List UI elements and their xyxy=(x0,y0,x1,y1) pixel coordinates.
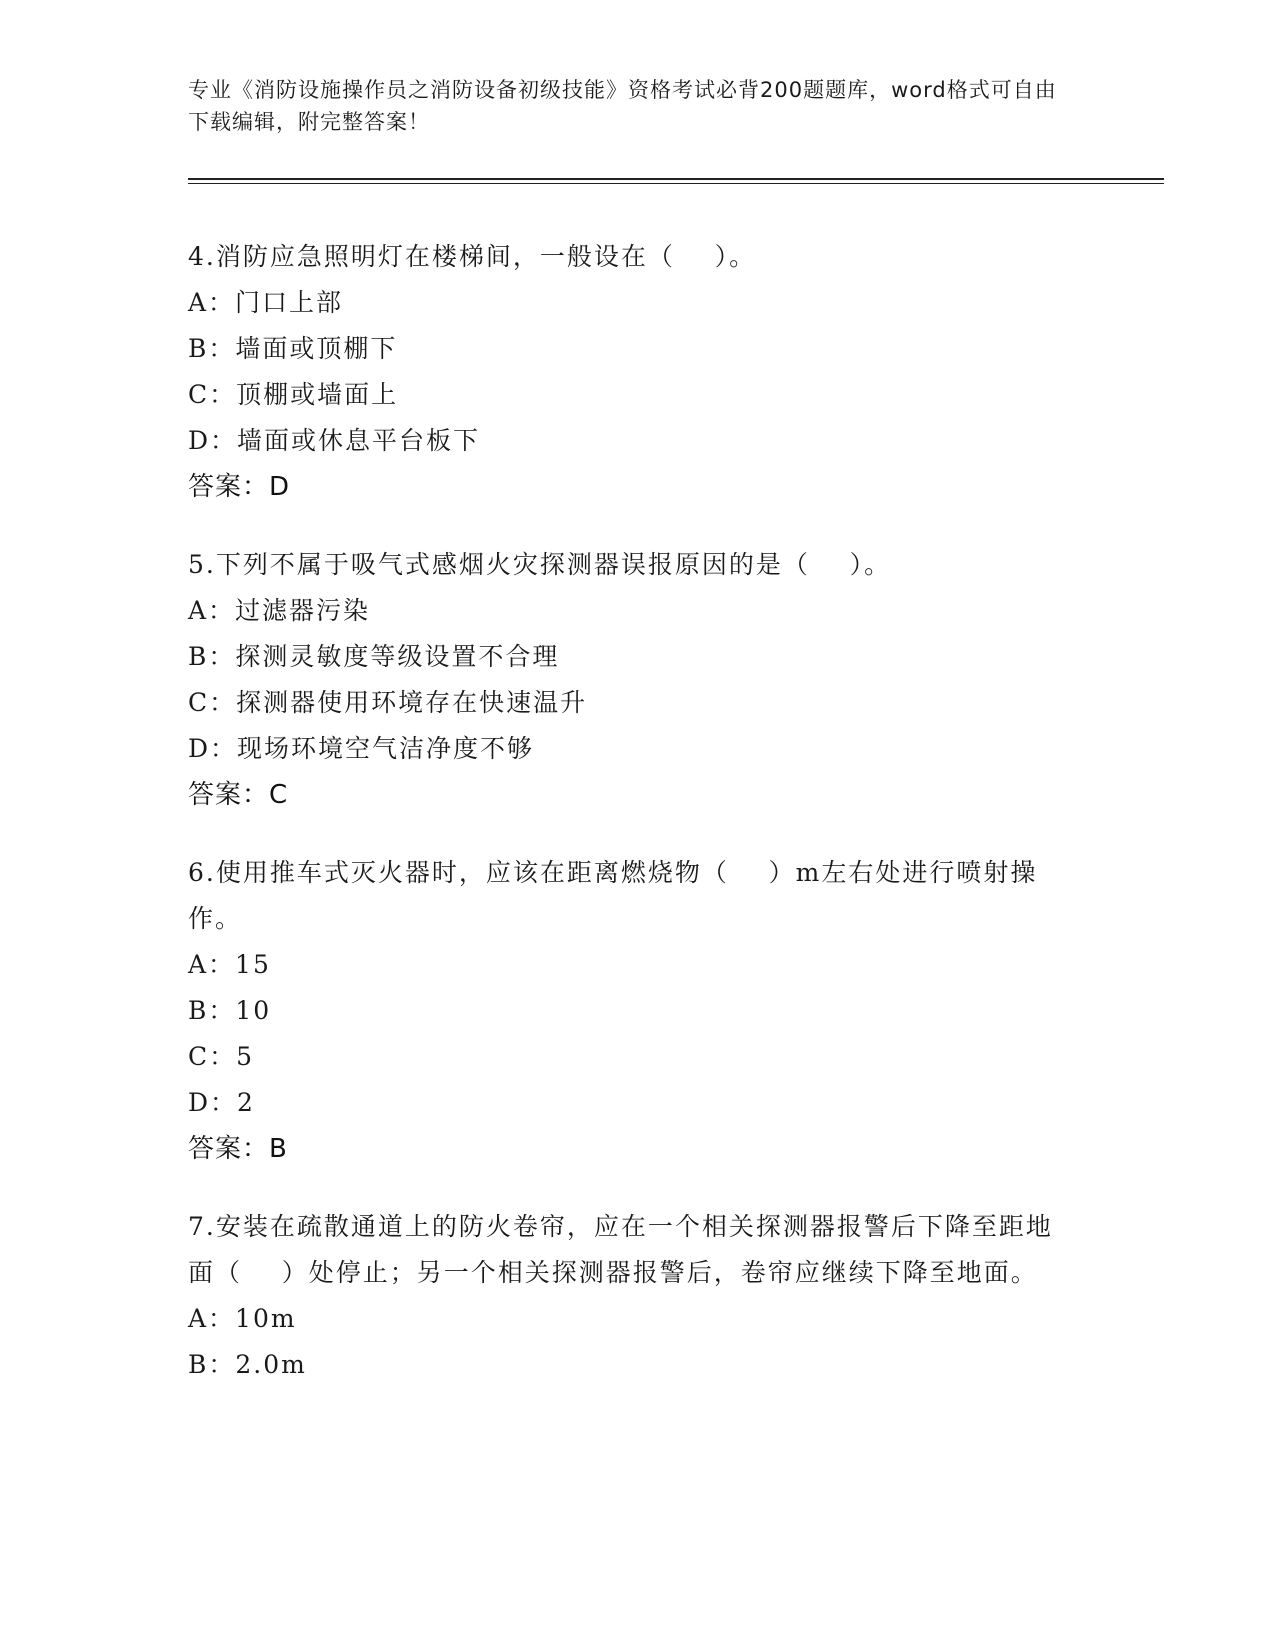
document-header: 专业《消防设施操作员之消防设备初级技能》资格考试必背200题题库，word格式可自由下载编辑，附完整答案！ xyxy=(188,78,1057,134)
answer-option: A：15 xyxy=(188,950,271,979)
answer-option: B：墙面或顶棚下 xyxy=(188,334,398,363)
answer-option: D：2 xyxy=(188,1088,255,1117)
header-divider-bottom xyxy=(188,183,1164,184)
answer-key: 答案：C xyxy=(188,780,289,810)
answer-option: B：2.0m xyxy=(188,1350,307,1379)
header-divider-top xyxy=(188,178,1164,180)
question-text: 5.下列不属于吸气式感烟火灾探测器误报原因的是（ ）。 xyxy=(188,550,892,579)
question-text: 4.消防应急照明灯在楼梯间，一般设在（ ）。 xyxy=(188,242,757,271)
answer-option: A：门口上部 xyxy=(188,288,344,317)
question-block xyxy=(188,850,1088,1172)
answer-option: C：5 xyxy=(188,1042,255,1071)
answer-option: C：探测器使用环境存在快速温升 xyxy=(188,688,588,717)
question-list xyxy=(188,234,1088,1420)
answer-key: 答案：D xyxy=(188,472,291,502)
answer-option: C：顶棚或墙面上 xyxy=(188,380,399,409)
question-block xyxy=(188,234,1088,510)
question-text: 6.使用推车式灭火器时，应该在距离燃烧物（ ）m左右处进行喷射操作。 xyxy=(188,858,1038,933)
answer-key: 答案：B xyxy=(188,1134,288,1164)
question-text: 7.安装在疏散通道上的防火卷帘，应在一个相关探测器报警后下降至距地面（ ）处停止；另一个相关探测器报警后，卷帘应继续下降至地面。 xyxy=(188,1212,1053,1287)
answer-option: B：探测灵敏度等级设置不合理 xyxy=(188,642,560,671)
answer-option: A：过滤器污染 xyxy=(188,596,371,625)
question-block xyxy=(188,1204,1088,1388)
answer-option: D：墙面或休息平台板下 xyxy=(188,426,481,455)
answer-option: D：现场环境空气洁净度不够 xyxy=(188,734,535,763)
answer-option: B：10 xyxy=(188,996,272,1025)
question-block xyxy=(188,542,1088,818)
answer-option: A：10m xyxy=(188,1304,297,1333)
